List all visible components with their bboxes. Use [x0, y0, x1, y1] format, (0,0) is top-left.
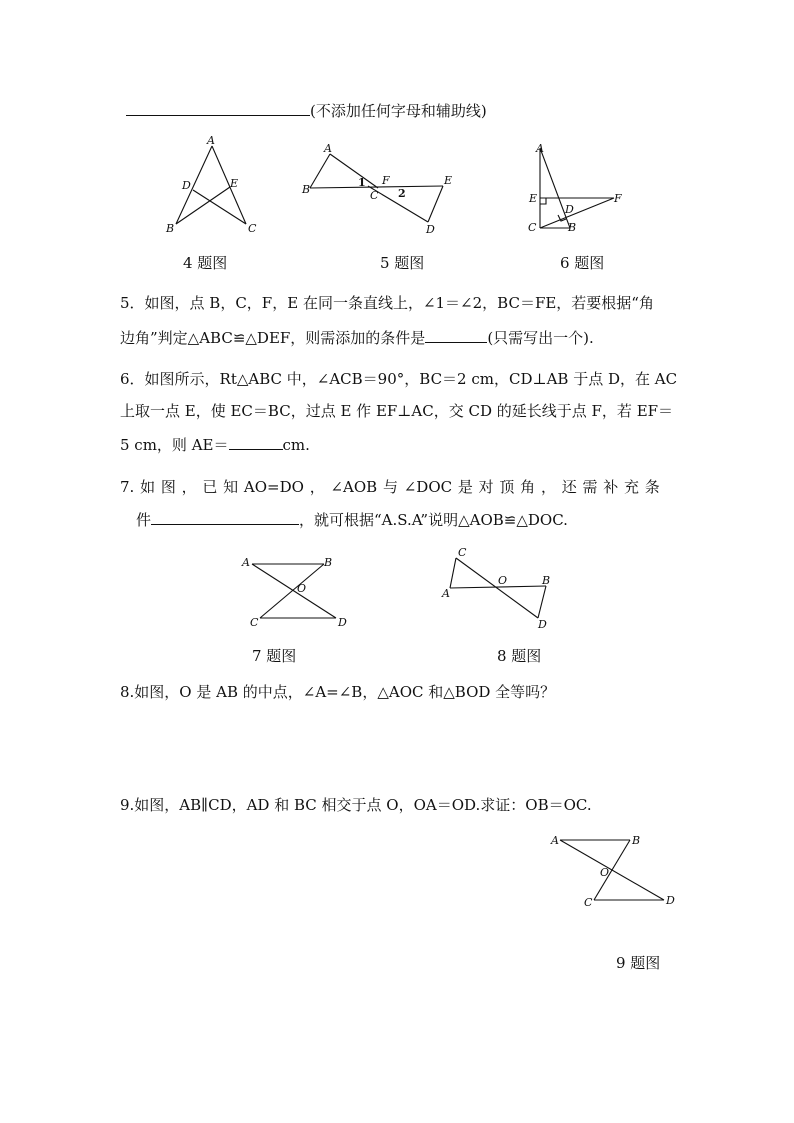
q4-answer-line — [126, 100, 487, 121]
q7-line2-text: 件 — [136, 511, 152, 529]
q5-line1: 5．如图，点 B，C，F，E 在同一条直线上，∠1＝∠2，BC＝FE，若要根据“角 — [120, 294, 654, 312]
q6-answer-blank[interactable] — [229, 434, 283, 450]
q8-text: 8.如图，O 是 AB 的中点，∠A=∠B，△AOC 和△BOD 全等吗？ — [120, 683, 556, 701]
fig5-label-b: B — [302, 183, 311, 196]
fig5-caption: 5 题图 — [380, 254, 425, 272]
q4-answer-blank[interactable] — [126, 100, 310, 116]
fig9-label-c: C — [584, 896, 593, 909]
fig4-label-d: D — [182, 179, 191, 192]
fig8-label-a: A — [442, 587, 450, 600]
fig7-label-b: B — [324, 556, 333, 569]
figure-8 — [436, 544, 561, 629]
q5-line2 — [120, 327, 594, 348]
fig4-label-b: B — [166, 222, 175, 235]
q6-line3-tail: cm. — [282, 436, 310, 454]
fig6-caption: 6 题图 — [560, 254, 605, 272]
fig5-label-c: C — [370, 189, 379, 202]
q7-line2-tail: ，就可根据“A.S.A”说明△AOB≌△DOC. — [299, 511, 568, 529]
figure-9 — [546, 828, 681, 913]
figure-5 — [298, 140, 463, 240]
q7-line1: 7. 如 图 ， 已 知 AO=DO ， ∠AOB 与 ∠DOC 是 对 顶 角 ， 还 需 补 充 条 — [120, 478, 660, 496]
figure-4 — [160, 132, 270, 237]
fig7-caption: 7 题图 — [252, 647, 297, 665]
fig8-label-d: D — [538, 618, 547, 631]
fig8-caption: 8 题图 — [497, 647, 542, 665]
fig4-label-e: E — [230, 177, 239, 190]
fig5-label-angle2: 2 — [398, 187, 406, 200]
fig5-label-f: F — [382, 174, 390, 187]
q6-line3 — [120, 434, 310, 455]
fig6-label-a: A — [536, 142, 544, 155]
q5-line2-text: 边角”判定△ABC≌△DEF，则需添加的条件是 — [120, 329, 426, 347]
figure-6 — [520, 138, 635, 238]
fig6-label-e: E — [529, 192, 538, 205]
q5-answer-blank[interactable] — [425, 327, 487, 343]
fig5-label-e: E — [444, 174, 453, 187]
q7-line2 — [136, 509, 568, 530]
fig5-label-d: D — [426, 223, 435, 236]
fig4-label-c: C — [248, 222, 257, 235]
fig4-label-a: A — [207, 134, 215, 147]
fig7-label-o: O — [297, 582, 307, 595]
q6-line2: 上取一点 E，使 EC＝BC，过点 E 作 EF⊥AC，交 CD 的延长线于点 F，若 EF＝ — [120, 402, 674, 420]
fig8-label-o: O — [498, 574, 508, 587]
fig8-label-b: B — [542, 574, 551, 587]
q6-line1: 6．如图所示，Rt△ABC 中，∠ACB＝90°，BC＝2 cm，CD⊥AB 于点 D，在 AC — [120, 370, 678, 388]
fig9-label-o: O — [600, 866, 610, 879]
fig9-label-b: B — [632, 834, 641, 847]
q7-answer-blank[interactable] — [151, 509, 299, 525]
fig7-label-d: D — [338, 616, 347, 629]
q9-text: 9.如图，AB∥CD，AD 和 BC 相交于点 O，OA＝OD.求证：OB＝OC. — [120, 796, 592, 814]
fig9-caption: 9 题图 — [616, 954, 661, 972]
fig6-label-c: C — [528, 221, 537, 234]
q5-line2-tail: (只需写出一个). — [487, 329, 594, 347]
fig6-label-d: D — [565, 203, 574, 216]
fig9-label-d: D — [666, 894, 675, 907]
fig7-label-c: C — [250, 616, 259, 629]
fig9-label-a: A — [551, 834, 559, 847]
fig6-label-f: F — [614, 192, 622, 205]
fig5-label-angle1: 1 — [358, 176, 366, 189]
q6-line3-text: 5 cm，则 AE＝ — [120, 436, 229, 454]
figure-7 — [236, 552, 356, 632]
fig8-label-c: C — [458, 546, 467, 559]
fig4-caption: 4 题图 — [183, 254, 228, 272]
fig7-label-a: A — [242, 556, 250, 569]
fig5-label-a: A — [324, 142, 332, 155]
fig6-label-b: B — [568, 221, 577, 234]
q4-tail-text: (不添加任何字母和辅助线) — [310, 102, 487, 120]
